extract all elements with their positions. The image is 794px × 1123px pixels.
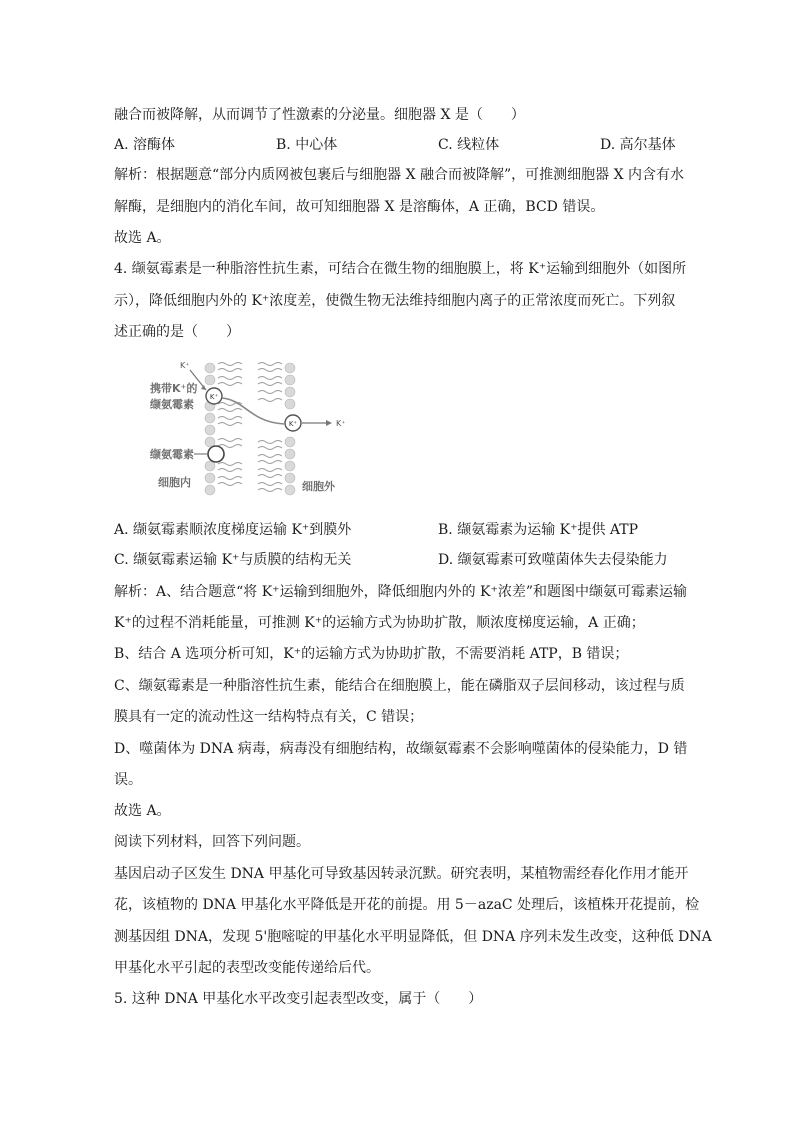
analysis-line: D、噬菌体为 DNA 病毒，病毒没有细胞结构，故缬氨霉素不会影响噬菌体的侵染能力，D 错 bbox=[114, 741, 688, 757]
membrane-diagram bbox=[150, 356, 370, 506]
material-line: 甲基化水平引起的表型改变能传递给后代。 bbox=[114, 960, 380, 976]
material-line: 基因启动子区发生 DNA 甲基化可导致基因转录沉默。研究表明，某植物需经春化作用才能开 bbox=[114, 866, 689, 882]
answer-line: 故选 A。 bbox=[114, 803, 171, 819]
k-ion-label: K⁺ bbox=[336, 419, 346, 428]
option-d: D. 高尔基体 bbox=[600, 137, 676, 153]
analysis-line: 膜具有一定的流动性这一结构特点有关，C 错误； bbox=[114, 709, 424, 725]
analysis-line: 误。 bbox=[114, 772, 142, 788]
analysis-line: K⁺的过程不消耗能量，可推测 K⁺的运输方式为协助扩散，顺浓度梯度运输，A 正确； bbox=[114, 615, 645, 631]
question-4-stem: 述正确的是（ ） bbox=[114, 324, 240, 340]
figure-label-inside: 细胞内 bbox=[158, 476, 191, 489]
material-line: 测基因组 DNA，发现 5'胞嘧啶的甲基化水平明显降低，但 DNA 序列未发生改变，这种低 DNA bbox=[114, 929, 712, 945]
answer-line: 故选 A。 bbox=[114, 230, 171, 246]
figure-label-outside: 细胞外 bbox=[302, 480, 335, 493]
material-line: 花，该植物的 DNA 甲基化水平降低是开花的前提。用 5－azaC 处理后，该植株开花提前，检 bbox=[114, 897, 700, 913]
figure-label-carrying: 携带K⁺的 bbox=[150, 382, 198, 395]
analysis-line: 解析：A、结合题意“将 K⁺运输到细胞外，降低细胞内外的 K⁺浓差”和题图中缬氨可霉素运输 bbox=[114, 584, 688, 600]
question-4-stem: 4. 缬氨霉素是一种脂溶性抗生素，可结合在微生物的细胞膜上，将 K⁺运输到细胞外（如图所 bbox=[114, 261, 687, 277]
question-5-stem: 5. 这种 DNA 甲基化水平改变引起表型改变，属于（ ） bbox=[114, 991, 483, 1007]
analysis-line: 解酶，是细胞内的消化车间，故可知细胞器 X 是溶酶体，A 正确，BCD 错误。 bbox=[114, 199, 605, 215]
k-ion-label: K⁺ bbox=[180, 361, 190, 370]
option-b: B. 中心体 bbox=[276, 137, 338, 153]
option-a: A. 溶酶体 bbox=[114, 137, 176, 153]
option-c: C. 缬氨霉素运输 K⁺与质膜的结构无关 bbox=[114, 552, 352, 568]
option-d: D. 缬氨霉素可致噬菌体失去侵染能力 bbox=[438, 552, 668, 568]
phospholipid-heads-left bbox=[205, 363, 215, 495]
analysis-line: B、结合 A 选项分析可知，K⁺的运输方式为协助扩散，不需要消耗 ATP，B 错误； bbox=[114, 646, 629, 662]
option-b: B. 缬氨霉素为运输 K⁺提供 ATP bbox=[438, 522, 639, 538]
arrow-head-icon bbox=[201, 385, 206, 390]
k-ion-label: K⁺ bbox=[209, 393, 219, 401]
arrow-head-icon bbox=[326, 420, 332, 426]
analysis-line: C、缬氨霉素是一种脂溶性抗生素，能结合在细胞膜上，能在磷脂双子层间移动，该过程与质 bbox=[114, 678, 685, 694]
question-3-stem: 融合而被降解，从而调节了性激素的分泌量。细胞器 X 是（ ） bbox=[114, 107, 525, 123]
analysis-line: 解析：根据题意“部分内质网被包裹后与细胞器 X 融合而被降解”，可推测细胞器 X 内含有水 bbox=[114, 167, 685, 183]
figure-label-valinomycin: 缬氨霉素 bbox=[150, 448, 194, 461]
question-4-stem: 示），降低细胞内外的 K⁺浓度差，使微生物无法维持细胞内离子的正常浓度而死亡。下列叙 bbox=[114, 293, 676, 309]
k-ion-label: K⁺ bbox=[288, 420, 298, 428]
material-intro: 阅读下列材料，回答下列问题。 bbox=[114, 834, 310, 850]
figure-label-carrying: 缬氨霉素 bbox=[150, 398, 194, 411]
valinomycin-empty bbox=[208, 446, 224, 462]
option-c: C. 线粒体 bbox=[438, 137, 500, 153]
option-a: A. 缬氨霉素顺浓度梯度运输 K⁺到膜外 bbox=[114, 522, 352, 538]
phospholipid-tails bbox=[218, 363, 282, 492]
